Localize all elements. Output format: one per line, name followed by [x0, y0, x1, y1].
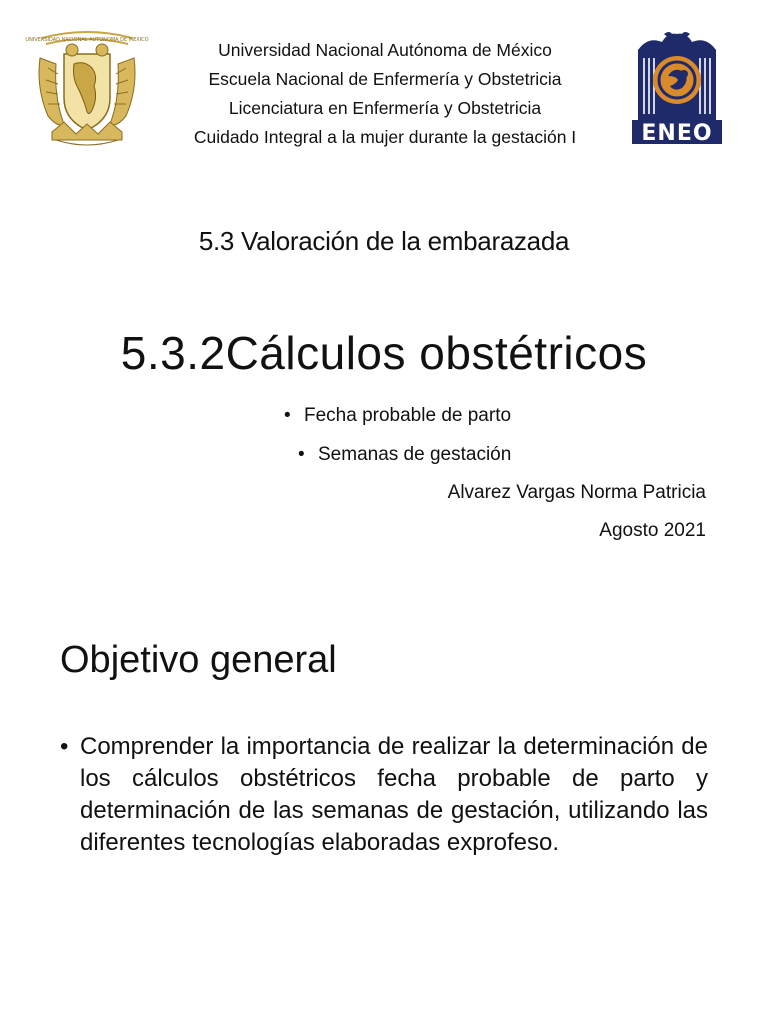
- presentation-date: Agosto 2021: [599, 520, 706, 541]
- svg-text:UNIVERSIDAD NACIONAL AUTONOMA: UNIVERSIDAD NACIONAL AUTONOMA DE MEXICO: [25, 37, 149, 43]
- slide-title: 5.3.2Cálculos obstétricos: [120, 327, 648, 379]
- objective-slide: [0, 585, 768, 1024]
- bullet-icon: •: [298, 444, 305, 465]
- topic-text: Fecha probable de parto: [304, 405, 512, 426]
- topic-bullet: [298, 444, 511, 466]
- course-name: Cuidado Integral a la mujer durante la gestación I: [193, 127, 577, 147]
- author-name: Alvarez Vargas Norma Patricia: [447, 482, 706, 503]
- bullet-icon: •: [284, 405, 291, 426]
- institution-header: [150, 36, 620, 152]
- section-subtitle: 5.3 Valoración de la embarazada: [198, 226, 570, 256]
- objective-bullet: [60, 731, 708, 859]
- topic-text: Semanas de gestación: [318, 444, 512, 465]
- degree-name: Licenciatura en Enfermería y Obstetricia: [228, 98, 542, 118]
- unam-crest-icon: [25, 28, 149, 146]
- eneo-logo-text: ENEO: [641, 121, 713, 146]
- school-name: Escuela Nacional de Enfermería y Obstetricia: [208, 69, 562, 89]
- university-name: Universidad Nacional Autónoma de México: [218, 40, 552, 60]
- bullet-icon: •: [60, 733, 69, 760]
- objective-title: Objetivo general: [60, 639, 337, 681]
- eneo-logo-icon: [628, 30, 726, 146]
- topic-bullet: [284, 405, 511, 427]
- objective-text: Comprender la importancia de realizar la determinación de los cálculos obstétricos fecha probable de parto y determinación de las semanas de gestación, utilizando las diferentes tecnologías elaboradas exprofeso.: [80, 733, 708, 856]
